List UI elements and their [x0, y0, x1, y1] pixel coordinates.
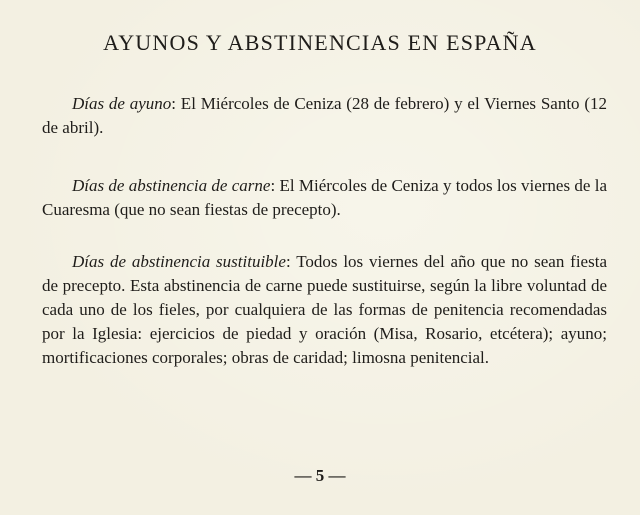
page-number: — 5 —	[294, 466, 346, 485]
page-title: AYUNOS Y ABSTINENCIAS EN ESPAÑA	[103, 30, 537, 55]
paragraph-substitutable-abstinence-days	[42, 250, 607, 370]
paragraph-text: : Todos los viernes del año que no sean fiesta de precepto. Esta abstinencia de carne puede sustituirse, según la libre voluntad de cada uno de los fieles, por cualquiera de las formas de penitencia recomendadas por la Iglesia: ejercicios de piedad y oración (Misa, Rosario, etcétera); ayuno; mortificaciones corporales; obras de caridad; limosna penitencial.	[42, 252, 607, 367]
paragraph-lead: Días de abstinencia de carne	[72, 176, 271, 195]
paragraph-text: : El Miércoles de Ceniza y todos los viernes de la Cuaresma (que no sean fiestas de precepto).	[42, 176, 607, 219]
paragraph-meat-abstinence-days	[42, 174, 607, 222]
paragraph-lead: Días de abstinencia sustituible	[72, 252, 286, 271]
paragraph-text: : El Miércoles de Ceniza (28 de febrero) y el Viernes Santo (12 de abril).	[42, 94, 607, 137]
paragraph-lead: Días de ayuno	[72, 94, 172, 113]
paragraph-fasting-days	[42, 92, 607, 140]
